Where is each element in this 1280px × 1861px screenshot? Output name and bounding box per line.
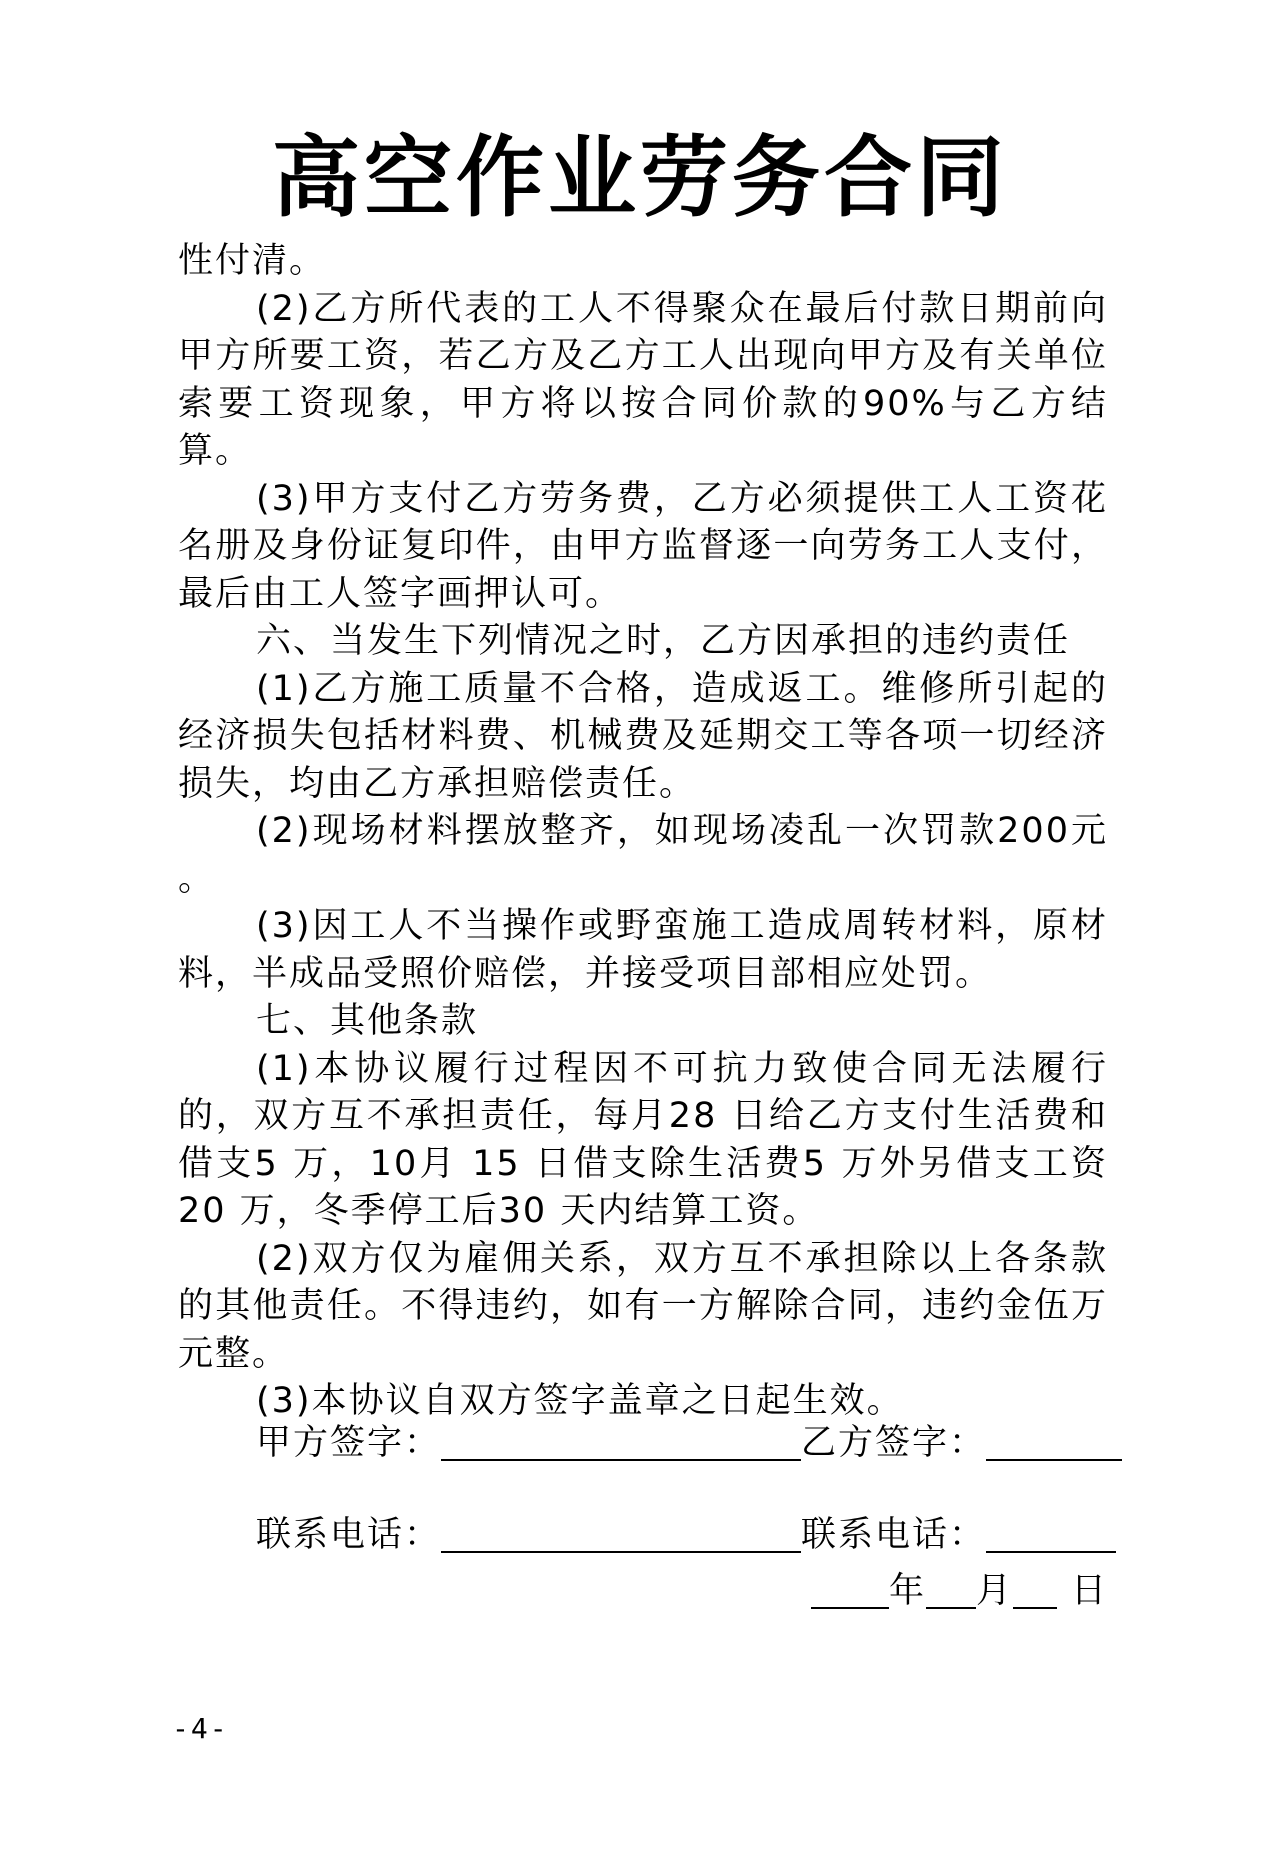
month-label: 月 [975, 1571, 1013, 1611]
day-label: 日 [1070, 1571, 1108, 1611]
section-heading: 六、当发生下列情况之时，乙方因承担的违约责任 [256, 621, 1071, 661]
paragraph: (1)本协议履行过程因不可抗力致使合同无法履行的，双方互不承担责任，每月28 日给乙方支付生活费和借支5 万，10月 15 日借支除生活费5 万外另借支工资 20 万，冬季停工后30 天内结算工资。 [178, 1048, 1108, 1231]
party-b-signature-label: 乙方签字： [801, 1423, 987, 1463]
paragraph: (3)因工人不当操作或野蛮施工造成周转材料，原材料，半成品受照价赔偿，并接受项目部相应处罚。 [178, 906, 1108, 994]
party-b-phone-field[interactable] [986, 1513, 1116, 1553]
paragraph: (3)本协议自双方签字盖章之日起生效。 [256, 1381, 904, 1421]
date-row [811, 1568, 1108, 1615]
page-number: -4- [172, 1712, 229, 1745]
month-field[interactable] [926, 1569, 976, 1609]
party-a-phone-label: 联系电话： [256, 1515, 442, 1555]
paragraph: (2)现场材料摆放整齐，如现场凌乱一次罚款200元 。 [178, 811, 1108, 899]
paragraph: (2)乙方所代表的工人不得聚众在最后付款日期前向甲方所要工资，若乙方及乙方工人出现向甲方及有关单位索要工资现象，甲方将以按合同价款的90%与乙方结算。 [178, 288, 1108, 471]
party-a-phone-field[interactable] [441, 1513, 801, 1553]
paragraph: (2)双方仅为雇佣关系，双方互不承担除以上各条款的其他责任。不得违约，如有一方解除合同，违约金伍万元整。 [178, 1238, 1108, 1374]
party-a-signature-field[interactable] [441, 1421, 801, 1461]
document-title: 高空作业劳务合同 [271, 126, 1008, 229]
paragraph: 性付清。 [178, 241, 327, 281]
signature-row [256, 1420, 1116, 1467]
day-field[interactable] [1013, 1569, 1057, 1609]
contract-body [178, 238, 1108, 1426]
paragraph: (1)乙方施工质量不合格，造成返工。维修所引起的经济损失包括材料费、机械费及延期交工等各项一切经济损失，均由乙方承担赔偿责任。 [178, 668, 1108, 804]
party-b-phone-label: 联系电话： [801, 1515, 987, 1555]
year-label: 年 [888, 1571, 926, 1611]
phone-row [256, 1512, 1116, 1559]
section-heading: 七、其他条款 [256, 1001, 479, 1041]
party-a-signature-label: 甲方签字： [256, 1423, 442, 1463]
year-field[interactable] [811, 1569, 889, 1609]
party-b-signature-field[interactable] [986, 1421, 1122, 1461]
paragraph: (3)甲方支付乙方劳务费，乙方必须提供工人工资花名册及身份证复印件，由甲方监督逐一向劳务工人支付，最后由工人签字画押认可。 [178, 478, 1108, 614]
